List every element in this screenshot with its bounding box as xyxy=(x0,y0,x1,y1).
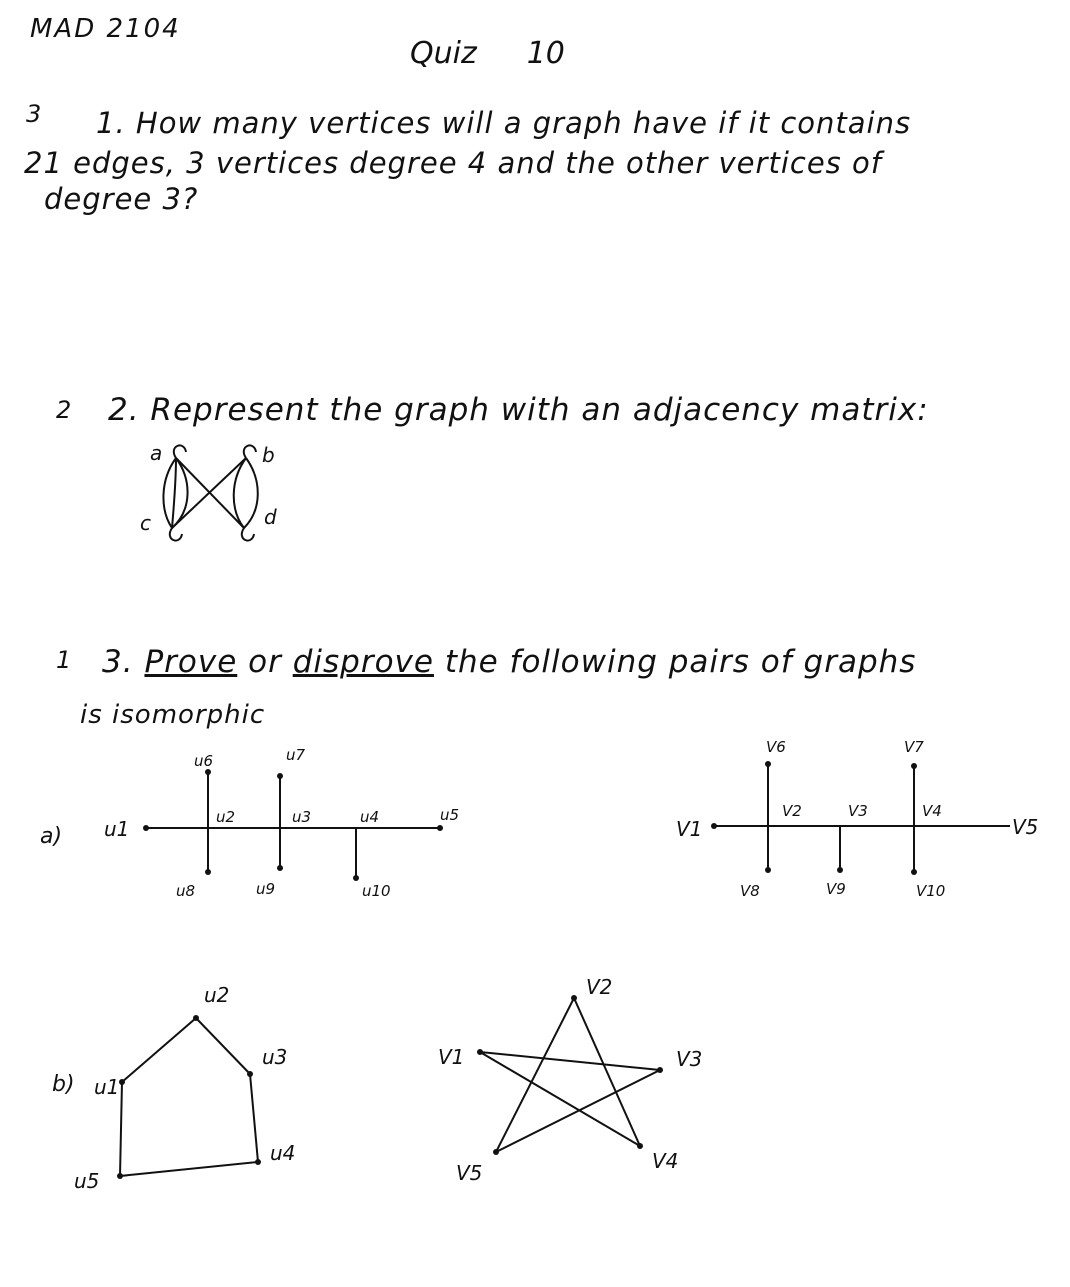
label-v5: V5 xyxy=(456,1161,483,1185)
quiz-number: 10 xyxy=(526,36,565,71)
label-u2: u2 xyxy=(204,983,230,1007)
loop-d xyxy=(242,528,254,541)
label-u1: u1 xyxy=(104,817,130,841)
graph-3b-right xyxy=(438,975,702,1185)
label-u3: u3 xyxy=(262,1045,288,1069)
vertex-u1 xyxy=(143,825,149,831)
edge-v3-v5 xyxy=(496,1070,660,1152)
vertex-u3 xyxy=(247,1071,253,1077)
label-u2: u2 xyxy=(216,808,236,826)
quiz-label: Quiz xyxy=(410,36,477,71)
disprove-word: disprove xyxy=(292,644,434,680)
loop-b xyxy=(244,445,256,458)
adjacency-graph xyxy=(140,441,277,541)
edge-v2-v5 xyxy=(496,998,574,1152)
edge-b-d-right xyxy=(244,458,258,528)
vertex-u9 xyxy=(277,865,283,871)
vertex-v2 xyxy=(571,995,577,1001)
label-v2: V2 xyxy=(782,802,802,820)
edge-a-c-mid xyxy=(172,458,176,528)
vertex-u4 xyxy=(255,1159,261,1165)
vertex-u5 xyxy=(117,1173,123,1179)
label-u9: u9 xyxy=(256,880,276,898)
question-2-score: 2 xyxy=(56,396,72,424)
vertex-u10 xyxy=(353,875,359,881)
question-2-text: 2. Represent the graph with an adjacency matrix: xyxy=(108,392,929,428)
vertex-label-c: c xyxy=(140,511,151,535)
vertex-v1 xyxy=(477,1049,483,1055)
vertex-v3 xyxy=(657,1067,663,1073)
vertex-label-a: a xyxy=(150,441,163,465)
vertex-label-d: d xyxy=(264,505,277,529)
vertex-v4 xyxy=(637,1143,643,1149)
vertex-u7 xyxy=(277,773,283,779)
or-word: or xyxy=(248,644,282,680)
label-u10: u10 xyxy=(362,882,391,900)
graph-3a-right xyxy=(676,738,1038,900)
question-3-score: 1 xyxy=(56,646,72,674)
prove-word: Prove xyxy=(144,644,238,680)
question-1-line-1: 1. How many vertices will a graph have if it contains xyxy=(96,106,912,140)
label-v9: V9 xyxy=(826,880,846,898)
vertex-v5 xyxy=(493,1149,499,1155)
label-u5: u5 xyxy=(440,806,460,824)
vertex-u8 xyxy=(205,869,211,875)
graph-3b-left xyxy=(74,983,295,1193)
label-v3: V3 xyxy=(848,802,868,820)
label-v1: V1 xyxy=(438,1045,465,1069)
loop-a xyxy=(174,445,186,458)
vertex-u2 xyxy=(193,1015,199,1021)
vertex-v8 xyxy=(765,867,771,873)
vertex-v9 xyxy=(837,867,843,873)
label-u3: u3 xyxy=(292,808,312,826)
vertex-v10 xyxy=(911,869,917,875)
course-code: MAD 2104 xyxy=(30,14,181,44)
label-u8: u8 xyxy=(176,882,196,900)
pentagon-edges xyxy=(120,1018,258,1176)
question-1-line-2: 21 edges, 3 vertices degree 4 and the other vertices of xyxy=(24,146,882,180)
label-v2: V2 xyxy=(586,975,613,999)
label-u4: u4 xyxy=(360,808,380,826)
label-u6: u6 xyxy=(194,752,214,770)
label-v7: V7 xyxy=(904,738,924,756)
vertex-v7 xyxy=(911,763,917,769)
question-3-rest: the following pairs of graphs xyxy=(444,644,917,680)
label-v4: V4 xyxy=(922,802,942,820)
question-1-line-3: degree 3? xyxy=(44,182,199,216)
vertex-u5 xyxy=(437,825,443,831)
label-v1: V1 xyxy=(676,817,703,841)
label-v6: V6 xyxy=(766,738,786,756)
question-1-score: 3 xyxy=(26,100,42,128)
label-u7: u7 xyxy=(286,746,306,764)
label-u4: u4 xyxy=(270,1141,296,1165)
label-u1: u1 xyxy=(94,1075,120,1099)
question-3-line-2: is isomorphic xyxy=(80,700,266,730)
question-3-number: 3. xyxy=(102,644,134,680)
graph-3a-left xyxy=(104,746,459,900)
part-b-label: b) xyxy=(52,1072,75,1097)
edge-v2-v4 xyxy=(574,998,640,1146)
label-v10: V10 xyxy=(916,882,946,900)
vertex-label-b: b xyxy=(262,443,275,467)
loop-c xyxy=(170,528,182,541)
label-v3: V3 xyxy=(676,1047,703,1071)
label-u5: u5 xyxy=(74,1169,100,1193)
vertex-v6 xyxy=(765,761,771,767)
vertex-u1 xyxy=(119,1079,125,1085)
label-v4: V4 xyxy=(652,1149,679,1173)
part-a-label: a) xyxy=(40,824,63,849)
label-v5: V5 xyxy=(1012,815,1039,839)
label-v8: V8 xyxy=(740,882,760,900)
vertex-v1 xyxy=(711,823,717,829)
